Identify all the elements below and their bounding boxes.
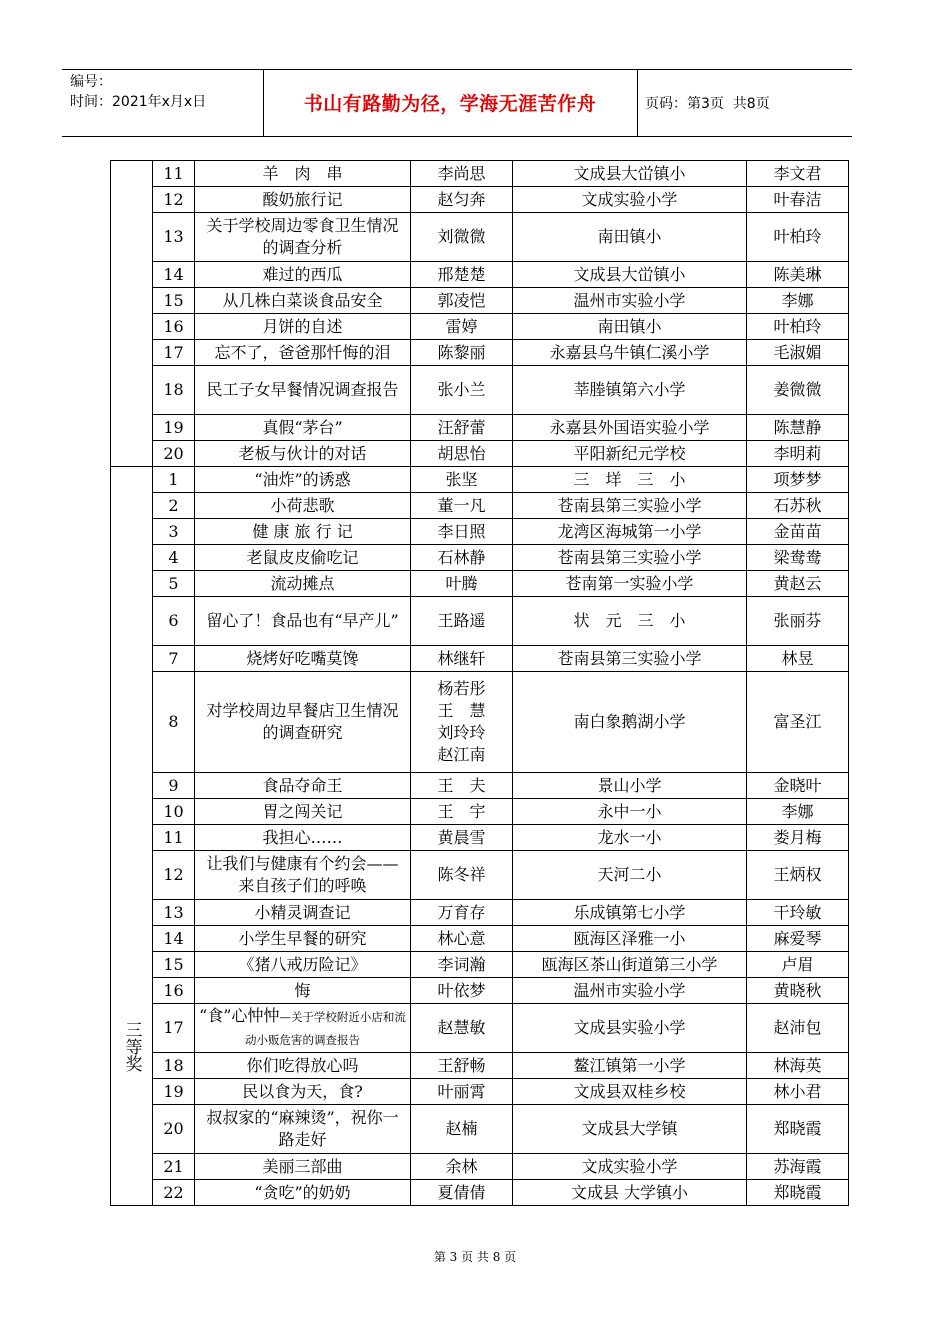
entry-school: 景山小学 bbox=[513, 773, 747, 799]
entry-title bbox=[195, 366, 411, 415]
entry-school: 文成实验小学 bbox=[513, 187, 747, 213]
entry-school: 温州市实验小学 bbox=[513, 288, 747, 314]
entry-author: 刘微微 bbox=[411, 213, 513, 262]
entry-teacher: 李文君 bbox=[747, 161, 849, 187]
row-number: 21 bbox=[153, 1154, 195, 1180]
entry-title bbox=[195, 161, 411, 187]
entry-school: 文成县大学镇 bbox=[513, 1105, 747, 1154]
entry-title bbox=[195, 672, 411, 773]
award-grade-cell bbox=[111, 161, 153, 467]
entry-title bbox=[195, 597, 411, 646]
entry-title bbox=[195, 1053, 411, 1079]
row-number: 1 bbox=[153, 467, 195, 493]
entry-author: 邢楚楚 bbox=[411, 262, 513, 288]
header-divider-right bbox=[637, 69, 638, 136]
table-row bbox=[111, 213, 849, 262]
entry-teacher: 苏海霞 bbox=[747, 1154, 849, 1180]
entry-title bbox=[195, 978, 411, 1004]
header-page-number bbox=[645, 69, 770, 136]
entry-author: 陈黎丽 bbox=[411, 340, 513, 366]
entry-school: 天河二小 bbox=[513, 851, 747, 900]
entry-teacher: 李娜 bbox=[747, 288, 849, 314]
table-row bbox=[111, 1105, 849, 1154]
entry-title-text: 老板与伙计的对话 bbox=[238, 443, 367, 463]
row-number: 18 bbox=[153, 366, 195, 415]
entry-title bbox=[195, 571, 411, 597]
entry-teacher: 金苗苗 bbox=[747, 519, 849, 545]
table-row bbox=[111, 1079, 849, 1105]
entry-teacher: 陈美琳 bbox=[747, 262, 849, 288]
row-number: 8 bbox=[153, 672, 195, 773]
table-row bbox=[111, 825, 849, 851]
table-row bbox=[111, 314, 849, 340]
entry-title bbox=[195, 900, 411, 926]
entry-title bbox=[195, 952, 411, 978]
entry-school: 南田镇小 bbox=[513, 314, 747, 340]
row-number: 4 bbox=[153, 545, 195, 571]
entry-title-text: 健 康 旅 行 记 bbox=[252, 521, 353, 541]
row-number: 16 bbox=[153, 314, 195, 340]
entry-author bbox=[411, 672, 513, 773]
entry-author: 石林静 bbox=[411, 545, 513, 571]
entry-teacher: 林昱 bbox=[747, 646, 849, 672]
entry-title-text: 从几株白菜谈食品安全 bbox=[222, 290, 383, 310]
table-row bbox=[111, 519, 849, 545]
award-table-body bbox=[111, 161, 849, 1206]
table-row bbox=[111, 415, 849, 441]
entry-school: 苍南第一实验小学 bbox=[513, 571, 747, 597]
entry-teacher: 张丽芬 bbox=[747, 597, 849, 646]
entry-title-text: 悔 bbox=[294, 980, 311, 1000]
entry-title-text: 我担心…… bbox=[262, 827, 343, 847]
entry-school: 三 垟 三 小 bbox=[513, 467, 747, 493]
entry-author: 胡思怡 bbox=[411, 441, 513, 467]
entry-author: 夏倩倩 bbox=[411, 1180, 513, 1206]
entry-title bbox=[195, 646, 411, 672]
footer-page-number: 第 3 页 共 8 页 bbox=[433, 1250, 517, 1264]
entry-author: 叶丽霄 bbox=[411, 1079, 513, 1105]
entry-title bbox=[195, 1079, 411, 1105]
entry-teacher: 陈慧静 bbox=[747, 415, 849, 441]
entry-title-text: 叔叔家的“麻辣烫”，祝你一路走好 bbox=[206, 1108, 399, 1149]
entry-teacher: 姜微微 bbox=[747, 366, 849, 415]
entry-title-text: 让我们与健康有个约会——来自孩子们的呼唤 bbox=[206, 854, 399, 895]
entry-author: 赵匀奔 bbox=[411, 187, 513, 213]
page-footer bbox=[0, 1248, 950, 1265]
row-number: 10 bbox=[153, 799, 195, 825]
entry-author: 雷婷 bbox=[411, 314, 513, 340]
entry-school: 龙水一小 bbox=[513, 825, 747, 851]
table-row bbox=[111, 1053, 849, 1079]
entry-title bbox=[195, 851, 411, 900]
table-row bbox=[111, 597, 849, 646]
entry-author: 李日照 bbox=[411, 519, 513, 545]
table-row bbox=[111, 1154, 849, 1180]
entry-school: 文成县大峃镇小 bbox=[513, 262, 747, 288]
entry-school: 文成县实验小学 bbox=[513, 1004, 747, 1053]
row-number: 20 bbox=[153, 441, 195, 467]
entry-teacher: 麻爱琴 bbox=[747, 926, 849, 952]
entry-title bbox=[195, 441, 411, 467]
row-number: 19 bbox=[153, 415, 195, 441]
entry-school: 龙湾区海城第一小学 bbox=[513, 519, 747, 545]
entry-school: 瓯海区茶山街道第三小学 bbox=[513, 952, 747, 978]
entry-school: 乐成镇第七小学 bbox=[513, 900, 747, 926]
table-row bbox=[111, 467, 849, 493]
table-row bbox=[111, 366, 849, 415]
entry-title-text: “油炸”的诱惑 bbox=[254, 469, 351, 489]
entry-school: 文成实验小学 bbox=[513, 1154, 747, 1180]
entry-title bbox=[195, 467, 411, 493]
entry-title bbox=[195, 1154, 411, 1180]
entry-school: 状 元 三 小 bbox=[513, 597, 747, 646]
entry-school: 苍南县第三实验小学 bbox=[513, 493, 747, 519]
entry-teacher: 干玲敏 bbox=[747, 900, 849, 926]
entry-teacher: 李娜 bbox=[747, 799, 849, 825]
row-number: 13 bbox=[153, 900, 195, 926]
table-row bbox=[111, 900, 849, 926]
table-row bbox=[111, 773, 849, 799]
entry-school: 莘塍镇第六小学 bbox=[513, 366, 747, 415]
entry-school: 瓯海区泽雅一小 bbox=[513, 926, 747, 952]
table-row bbox=[111, 952, 849, 978]
award-grade-label: 三等奖 bbox=[121, 1020, 142, 1072]
table-row bbox=[111, 978, 849, 1004]
entry-title bbox=[195, 187, 411, 213]
entry-author: 林心意 bbox=[411, 926, 513, 952]
entry-teacher: 富圣江 bbox=[747, 672, 849, 773]
entry-author: 叶腾 bbox=[411, 571, 513, 597]
row-number: 14 bbox=[153, 926, 195, 952]
row-number: 7 bbox=[153, 646, 195, 672]
entry-author: 林继轩 bbox=[411, 646, 513, 672]
entry-teacher: 毛淑媚 bbox=[747, 340, 849, 366]
entry-teacher: 林海英 bbox=[747, 1053, 849, 1079]
entry-teacher: 叶春洁 bbox=[747, 187, 849, 213]
row-number: 17 bbox=[153, 340, 195, 366]
entry-author: 黄晨雪 bbox=[411, 825, 513, 851]
entry-title-text: 美丽三部曲 bbox=[262, 1156, 343, 1176]
table-row bbox=[111, 1004, 849, 1053]
row-number: 9 bbox=[153, 773, 195, 799]
entry-teacher: 郑晓霞 bbox=[747, 1180, 849, 1206]
row-number: 3 bbox=[153, 519, 195, 545]
entry-teacher: 黄晓秋 bbox=[747, 978, 849, 1004]
entry-author: 李尚思 bbox=[411, 161, 513, 187]
table-row bbox=[111, 441, 849, 467]
entry-title-text: 忘不了，爸爸那忏悔的泪 bbox=[214, 342, 391, 362]
entry-title-text: 关于学校周边零食卫生情况的调查分析 bbox=[206, 216, 399, 257]
row-number: 14 bbox=[153, 262, 195, 288]
row-number: 20 bbox=[153, 1105, 195, 1154]
entry-title-text: 流动摊点 bbox=[270, 573, 335, 593]
entry-school: 温州市实验小学 bbox=[513, 978, 747, 1004]
entry-author: 汪舒蕾 bbox=[411, 415, 513, 441]
table-row bbox=[111, 926, 849, 952]
table-row bbox=[111, 288, 849, 314]
entry-title-text: 真假“茅台” bbox=[262, 417, 343, 437]
entry-title-text: “贪吃”的奶奶 bbox=[254, 1182, 351, 1202]
author-name: 王 慧 bbox=[437, 701, 486, 720]
entry-title-text: 小学生早餐的研究 bbox=[238, 928, 367, 948]
entry-title bbox=[195, 314, 411, 340]
award-table bbox=[110, 160, 849, 1206]
header-meta bbox=[70, 72, 206, 112]
row-number: 18 bbox=[153, 1053, 195, 1079]
entry-title-text: 酸奶旅行记 bbox=[262, 189, 343, 209]
entry-title bbox=[195, 1180, 411, 1206]
entry-teacher: 赵沛包 bbox=[747, 1004, 849, 1053]
row-number: 13 bbox=[153, 213, 195, 262]
table-row bbox=[111, 646, 849, 672]
document-time-label: 时间：2021年x月x日 bbox=[70, 94, 207, 110]
entry-title-text: 民工子女早餐情况调查报告 bbox=[206, 380, 399, 399]
header-motto: 书山有路勤为径，学海无涯苦作舟 bbox=[303, 93, 597, 115]
entry-author: 张小兰 bbox=[411, 366, 513, 415]
entry-author: 陈冬祥 bbox=[411, 851, 513, 900]
table-row bbox=[111, 340, 849, 366]
entry-title-subtitle: —关于学校附近小店和流动小贩危害的调查报告 bbox=[245, 1010, 406, 1047]
row-number: 5 bbox=[153, 571, 195, 597]
entry-teacher: 郑晓霞 bbox=[747, 1105, 849, 1154]
entry-title bbox=[195, 340, 411, 366]
entry-author: 赵慧敏 bbox=[411, 1004, 513, 1053]
author-name: 杨若彤 bbox=[437, 679, 486, 698]
entry-teacher: 林小君 bbox=[747, 1079, 849, 1105]
page-number-label: 页码：第3页 共8页 bbox=[645, 95, 770, 112]
entry-title-text: 对学校周边早餐店卫生情况的调查研究 bbox=[206, 701, 399, 742]
entry-school: 永嘉县外国语实验小学 bbox=[513, 415, 747, 441]
row-number: 11 bbox=[153, 825, 195, 851]
row-number: 15 bbox=[153, 952, 195, 978]
table-row bbox=[111, 493, 849, 519]
entry-school: 苍南县第三实验小学 bbox=[513, 545, 747, 571]
entry-title-text: 胃之闯关记 bbox=[262, 801, 343, 821]
entry-author: 董一凡 bbox=[411, 493, 513, 519]
entry-school: 永中一小 bbox=[513, 799, 747, 825]
entry-teacher: 梁鸯鸯 bbox=[747, 545, 849, 571]
table-row bbox=[111, 571, 849, 597]
header-bottom-rule bbox=[62, 136, 852, 137]
entry-title-text: 月饼的自述 bbox=[262, 316, 343, 336]
table-row bbox=[111, 799, 849, 825]
entry-teacher: 黄赵云 bbox=[747, 571, 849, 597]
entry-teacher: 石苏秋 bbox=[747, 493, 849, 519]
entry-school: 平阳新纪元学校 bbox=[513, 441, 747, 467]
entry-title bbox=[195, 288, 411, 314]
entry-title-text: 你们吃得放心吗 bbox=[246, 1055, 359, 1075]
entry-title bbox=[195, 825, 411, 851]
entry-title bbox=[195, 545, 411, 571]
entry-author: 王 夫 bbox=[411, 773, 513, 799]
entry-title bbox=[195, 773, 411, 799]
entry-author: 郭凌恺 bbox=[411, 288, 513, 314]
entry-title-text: 老鼠皮皮偷吃记 bbox=[246, 547, 359, 567]
award-grade-cell bbox=[111, 467, 153, 1206]
entry-school: 鳌江镇第一小学 bbox=[513, 1053, 747, 1079]
entry-title-text: 烧烤好吃嘴莫馋 bbox=[246, 648, 359, 668]
row-number: 12 bbox=[153, 187, 195, 213]
author-name: 赵江南 bbox=[437, 745, 486, 764]
row-number: 11 bbox=[153, 161, 195, 187]
entry-teacher: 项梦梦 bbox=[747, 467, 849, 493]
table-row bbox=[111, 161, 849, 187]
row-number: 6 bbox=[153, 597, 195, 646]
row-number: 15 bbox=[153, 288, 195, 314]
entry-title bbox=[195, 415, 411, 441]
entry-school: 永嘉县乌牛镇仁溪小学 bbox=[513, 340, 747, 366]
row-number: 2 bbox=[153, 493, 195, 519]
entry-title-text: “食”心忡忡 bbox=[199, 1006, 280, 1025]
entry-school: 南白象鹅湖小学 bbox=[513, 672, 747, 773]
entry-teacher: 李明莉 bbox=[747, 441, 849, 467]
entry-author: 李词瀚 bbox=[411, 952, 513, 978]
entry-title bbox=[195, 493, 411, 519]
entry-title-text: 留心了！食品也有“早产儿” bbox=[206, 611, 399, 630]
entry-school: 文成县双桂乡校 bbox=[513, 1079, 747, 1105]
entry-title-text: 民以食为天，食? bbox=[242, 1081, 363, 1101]
row-number: 12 bbox=[153, 851, 195, 900]
row-number: 19 bbox=[153, 1079, 195, 1105]
entry-title bbox=[195, 1105, 411, 1154]
row-number: 16 bbox=[153, 978, 195, 1004]
entry-school: 文成县大峃镇小 bbox=[513, 161, 747, 187]
entry-author: 赵楠 bbox=[411, 1105, 513, 1154]
entry-author: 万育存 bbox=[411, 900, 513, 926]
entry-author: 王 宇 bbox=[411, 799, 513, 825]
table-row bbox=[111, 187, 849, 213]
entry-title bbox=[195, 262, 411, 288]
entry-author: 余林 bbox=[411, 1154, 513, 1180]
entry-author: 张坚 bbox=[411, 467, 513, 493]
entry-title bbox=[195, 1004, 411, 1053]
table-row bbox=[111, 672, 849, 773]
entry-school: 南田镇小 bbox=[513, 213, 747, 262]
entry-school: 文成县 大学镇小 bbox=[513, 1180, 747, 1206]
entry-title bbox=[195, 519, 411, 545]
entry-teacher: 娄月梅 bbox=[747, 825, 849, 851]
entry-author: 王路遥 bbox=[411, 597, 513, 646]
entry-teacher: 叶柏玲 bbox=[747, 213, 849, 262]
entry-teacher: 卢眉 bbox=[747, 952, 849, 978]
entry-title-text: 食品夺命王 bbox=[262, 775, 343, 795]
entry-teacher: 王炳权 bbox=[747, 851, 849, 900]
entry-title bbox=[195, 799, 411, 825]
table-row bbox=[111, 1180, 849, 1206]
table-row bbox=[111, 545, 849, 571]
document-number-label: 编号： bbox=[70, 74, 112, 90]
row-number: 22 bbox=[153, 1180, 195, 1206]
entry-title-text: 难过的西瓜 bbox=[262, 264, 343, 284]
entry-teacher: 叶柏玲 bbox=[747, 314, 849, 340]
table-row bbox=[111, 262, 849, 288]
author-name: 刘玲玲 bbox=[437, 723, 486, 742]
entry-title-text: 小精灵调查记 bbox=[254, 902, 351, 922]
entry-title-text: 羊 肉 串 bbox=[262, 163, 343, 183]
row-number: 17 bbox=[153, 1004, 195, 1053]
entry-author: 叶依梦 bbox=[411, 978, 513, 1004]
entry-title bbox=[195, 213, 411, 262]
entry-title bbox=[195, 926, 411, 952]
entry-title-text: 《猪八戒历险记》 bbox=[238, 954, 367, 974]
entry-author: 王舒畅 bbox=[411, 1053, 513, 1079]
entry-school: 苍南县第三实验小学 bbox=[513, 646, 747, 672]
entry-teacher: 金晓叶 bbox=[747, 773, 849, 799]
entry-title-text: 小荷悲歌 bbox=[270, 495, 335, 515]
table-row bbox=[111, 851, 849, 900]
